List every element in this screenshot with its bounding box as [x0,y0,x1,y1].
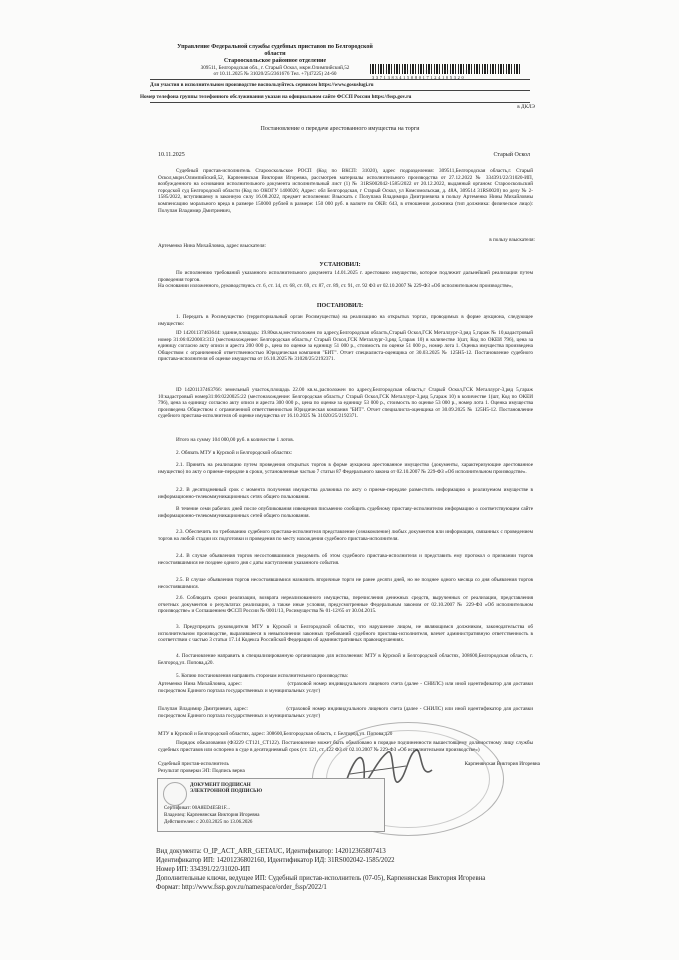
copy-recipient-mtu: МТУ в Курской и Белгородской областях, адрес: 308600,Белгородская область, г. Белгород,ул. Попова,д20 [158,731,393,737]
document-title: Постановление о передаче арестованного имущества на торги [260,126,420,132]
property-item-2: ID 14201137463766: земельный участок,площадь 22.00 кв.м.,расположен по адресу,Белгородская область,г Старый Оскол,ГСК Металлург-3,ряд 5,гараж 10:кадастровый номер31:06:0220025:22 (местонахождение: Белгородская область,г Старый Оскол,ГСК Металлург-3,ряд 5,гараж 10) в количестве 1(шт, Код по ОКЕИ 796), цена за единицу согласно акту описи и ареста 300 000 р., цена по оценке за единицу 53 000 р., стоимость по оценке 53 000 р., номер лота 1. Оценка имущества произведена Обществом с ограниченной ответственностью Юридическая компания "БИТ". Отчет специалиста-оценщика от 30.09.2025 № 125Н5-12. Постановление судебного пристава-исполнителя об оценке имущества от 16.10.2025 № 31020/25/2192371. [158,387,535,420]
footer-extra-keys: Дополнительные ключи, ведущее ИП: Судебный пристав-исполнитель (07-05), Карпенянская Виктория Игоревна [156,875,486,882]
barcode [370,64,520,74]
paragraph-2-1: 2.1. Принять на реализацию путем проведения открытых торгов в форме аукциона арестованное имущество (документы, характеризующие арестованное имущество) по акту о приеме-передаче в сроки, установленные частью 7 статьи 87 Федерального закона от 02.10.2007 № 229-ФЗ «Об исполнительном производстве». [158,462,535,475]
document-city: Старый Оскол [493,152,530,158]
phone-note: Номер телефона группы телефонного обслуживания указан на официальном сайте ФССП России https://fssp.gov.ru [140,94,412,100]
emblem-icon [163,782,187,806]
creditor-line: Артеменко Нина Михайловна, адрес взыскателя: [158,243,266,249]
paragraph-3: 3. Предупредить руководителя МТУ в Курской и Белгородской областях, что нарушение лицом, не являющимся должником, законодательства об исполнительном производстве, выразившееся в невыполнении законных требований судебного пристава-исполнителя, влечет административную ответственность в соответствии с частью 3 статьи 17.14 Кодекса Российской Федерации об административных правонарушениях. [158,624,535,644]
gosuslugi-note: Для участия в исполнительном производстве воспользуйтесь сервисом https://www.gosuslugi.ru [150,82,374,88]
appeal-procedure: Порядок обжалования (ФЗ229 СТ121_СТ122). Постановление может быть обжаловано в порядке подчиненности вышестоящему должностному лицу службы судебных приставов или оспорено в суде в десятидневный срок (ст. 121, ст. 122 ФЗ от 02.10.2007 № 229-ФЗ «Об исполнительном производстве») [158,740,535,753]
footer-format: Формат: http://www.fssp.gov.ru/namespace/order_fssp/2022/1 [156,884,327,891]
total-line: Итого на сумму 104 000,00 руб. в количестве 1 лотов. [176,437,295,443]
established-text: По исполнению требований указанного исполнительного документа 14.01.2025 г. арестовано имущество, которое подлежит дальнейшей реализации путем проведения торгов. На основании изложенного, руководствуясь ст. 6, ст. 14, ст. 68, ст. 69, ст. 87, ст. 89, ст. 91, ст. 92 ФЗ от 02.10.2007 № 229-ФЗ «Об исполнительном производстве», [158,270,533,290]
esign-title-2: ЭЛЕКТРОННОЙ ПОДПИСЬЮ [190,789,263,794]
corner-note: в ДКЛЭ [517,104,535,110]
signature-check: Результат проверки ЭП: Подпись верна [158,768,245,774]
footer-ids: Идентификатор ИП: 14201236802160, Идентификатор ИД: 31RS002042-1585/2022 [156,857,395,864]
esign-certificate: Сертификат: 00A8ED4E5B1F... [164,806,230,811]
established-heading: УСТАНОВИЛ: [319,262,361,268]
paragraph-2-3: 2.3. Обеспечить по требованию судебного пристава-исполнителя представление (ознакомление) любых документов или информации, связанных с проведением торгов на любой стадии их подготовки и проведения по месту нахождения судебного пристава-исполнителя. [158,529,535,542]
footer-doc-type: Вид документа: O_IP_ACT_ARR_GETAUC, Идентификатор: 142012365807413 [156,848,386,855]
paragraph-2-6: 2.6. Соблюдать сроки реализации, возврата нереализованного имущества, перечисления денежных средств, вырученных от реализации, представления отчетных документов о результатах реализации, а также иные условия, предусмотренные Федеральным законом от 02.10.2007 № 229-ФЗ «Об исполнительном производстве» и Соглашением ФССП России № 0001/13, Росимущества № 01-12/65 от 30.04.2015. [158,595,535,615]
esign-title-1: ДОКУМЕНТ ПОДПИСАН [190,783,251,788]
document-date-number: от 10.11.2025 № 31020/25/2361676 Тел. +7(47225) 24-60 [213,71,337,77]
document-date: 10.11.2025 [158,152,185,158]
resolved-heading: ПОСТАНОВИЛ: [316,303,364,309]
copy-recipient-1: Артеменко Нина Михайловна, адрес: (страховой номер индивидуального лицевого счета (далее - СНИЛС) или иной идентификатор для доставки посредством Единого портала государственных и муниципальных услуг) [158,681,535,694]
signer-name: Карпенянская Виктория Игоревна [464,761,540,767]
esign-owner: Владелец: Карпенянская Виктория Игоревна [164,813,260,818]
copy-recipient-2: Полупан Владимир Дмитриевич, адрес: (страховой номер индивидуального лицевого счета (далее - СНИЛС) или иной идентификатор для доставки посредством Единого портала государственных и муниципальных услуг) [158,706,535,719]
divider [150,79,530,80]
barcode-number: 3 3 7 1 3 8 3 4 1 5 0 8 0 1 7 1 2 4 1 0 5 3 2 0 [372,75,465,80]
divider [150,90,530,91]
creditor-label: в пользу взыскателя: [489,237,535,243]
org-name-line2: области [264,51,286,57]
paragraph-2: 2. Обязать МТУ в Курской и Белгородской областях: [176,450,293,456]
esign-validity: Действителен: с 20.03.2025 по 13.06.2026 [164,820,253,825]
paragraph-2-5: 2.5. В случае объявления торгов несостоявшимися назначить вторичные торги не ранее десяти дней, но не позднее одного месяца со дня объявления торгов несостоявшимися. [158,577,535,590]
signer-role: Судебный пристав-исполнитель [158,761,229,767]
property-item-1: ID 14201137463644: здание,площадь: 19.80кв.м,местоположен по адресу,Белгородская область,Старый Оскол,ГСК Металлург-3,ряд 5,гараж № 10,кадастровый номер 31:06:0220003:313 (местонахождение: Белгородская область,г Старый Оскол,ГСК Металлург-3,ряд 5,гараж 10) в количестве 1(шт, Код по ОКЕИ 796), цена за единицу согласно акту описи и ареста 200 000 р., цена по оценке за единицу 51 000 р., стоимость по оценке 51 000 р., номер лота 1. Оценка имущества произведена Обществом с ограниченной ответственностью Юридическая компания "БИТ". Отчет специалиста-оценщика от 30.03.2025 № 125Н5-12. Постановление судебного пристава-исполнителя об оценке имущества от 16.10.2025 № 31020/25/2192371. [158,330,535,363]
footer-ip-number: Номер ИП: 334391/22/31020-ИП [156,866,251,873]
paragraph-4: 4. Постановление направить в специализированную организацию для исполнения: МТУ в Курской и Белгородской областях, 308600,Белгородская область, г. Белгород,ул. Попова,д20. [158,653,535,666]
paragraph-2-2: 2.2. В десятидневный срок с момента получения имущества должника по акту о приеме-передаче разместить информацию о реализуемом имуществе в информационно-телекоммуникационных сетях общего пользования. [158,487,535,500]
paragraph-2-4: 2.4. В случае объявления торгов несостоявшимися уведомить об этом судебного пристава-исполнителя и представить ему протокол о признании торгов несостоявшимися не позднее одного дня с даты наступления указанного события. [158,553,535,566]
paragraph-2-2b: В течение семи рабочих дней после опубликования извещения письменно сообщить судебному приставу-исполнителю информацию о соответствующем сайте информационно-телекоммуникационных сетей общего пользования. [158,506,535,519]
paragraph-5: 5. Копию постановления направить сторонам исполнительного производства: [176,673,349,679]
department-address: 309511, Белгородская обл., г. Старый Оскол, мкрн.Олимпийский,52 [200,65,350,71]
electronic-signature-block [157,778,385,832]
department-name: Старооскольское районное отделение [223,58,327,64]
org-name-line1: Управление Федеральной службы судебных приставов по Белгородской [177,44,373,50]
divider [150,102,530,103]
intro-paragraph: Судебный пристав-исполнитель Старооскольское РОСП (Код по ВКСП: 31020), адрес подразделения: 309511,Белгородская область,г. Старый Оскол,мкрн.Олимпийский,52, Карпенянская Виктория Игоревна, рассмотрев материалы исполнительного производства от 27.12.2022 № 334391/22/31020-ИП, возбужденного на основании исполнительного документа исполнительный лист (1) № 31RS002042-1585/2022 от 20.12.2022, выданный органом: Старооскольский городской суд Белгородской области (Код по ОКОГУ 1400026; Адрес: обл Белгородская, г Старый Оскол, ул Комсомольская, д. 48А, 309514 31RS0020) по делу № 2-1585/2022, вступившему в законную силу 16.08.2022, предмет исполнения: Взыскать с Полупана Владимира Дмитриевича в пользу Артеменко Нины Михайловны компенсацию морального вреда в размере 150000 рублей в размере: 150 000 руб. в валюте по ОКВ: 643, в отношении должника (тип должника: физическое лицо): Полупан Владимир Дмитриевич, [158,168,535,214]
paragraph-1: 1. Передать в Росимущество (территориальный орган Росимущества) на реализацию на открытых торгах, проводимых в форме аукциона, следующее имущество: [158,314,535,327]
